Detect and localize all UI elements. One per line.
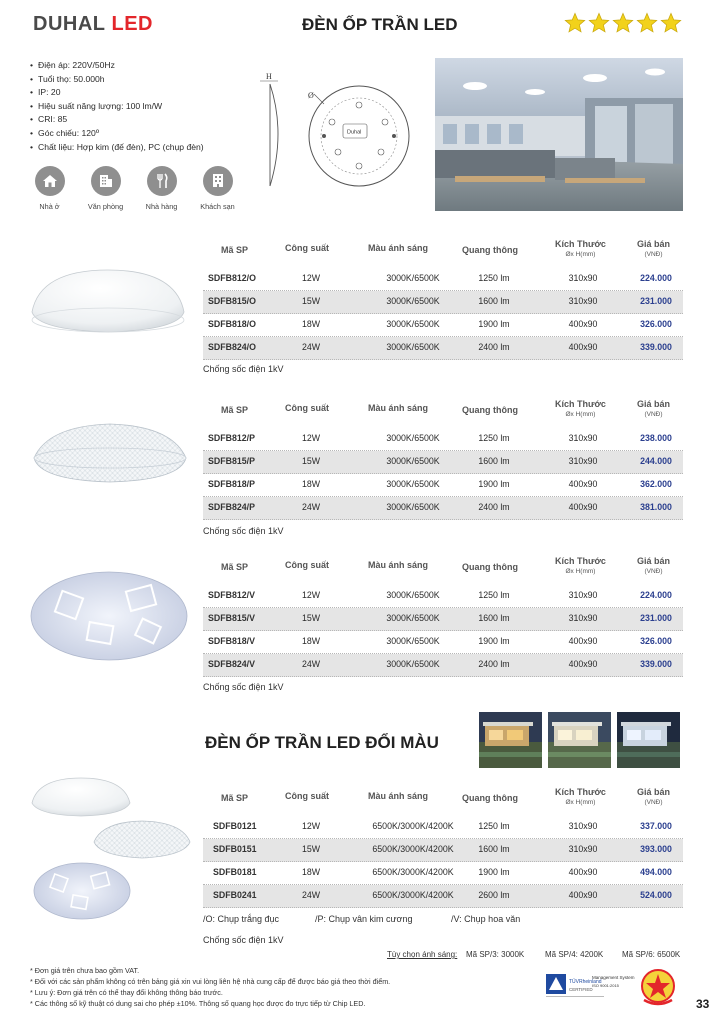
price-cell: 339.000	[640, 342, 672, 352]
price-cell: 337.000	[640, 821, 672, 831]
size-cell: 310x90	[568, 296, 598, 306]
size-unit: Øx H(mm)	[565, 799, 596, 806]
price-label: Giá bán	[637, 556, 671, 566]
flux-cell: 2400 lm	[478, 502, 510, 512]
color-temp-cell: 3000K/6500K	[386, 590, 440, 600]
col-price-header	[637, 556, 670, 575]
table-header	[203, 786, 683, 816]
rating-stars	[564, 12, 682, 34]
size-cell: 310x90	[568, 456, 598, 466]
office-building-icon	[91, 166, 121, 196]
power-cell: 15W	[301, 296, 321, 306]
power-cell: 18W	[301, 319, 321, 329]
size-cell: 400x90	[568, 342, 598, 352]
col-code-header: Mã SP	[221, 405, 249, 415]
flux-cell: 1600 lm	[478, 296, 510, 306]
spec-item: • Góc chiếu: 120º	[30, 127, 235, 141]
brand-name: DUHAL	[33, 13, 106, 35]
brand-logo	[33, 13, 153, 36]
product-code: SDFB815/P	[208, 456, 255, 466]
col-power-header: Công suất	[285, 791, 329, 801]
size-cell: 400x90	[568, 867, 598, 877]
table-row	[203, 428, 683, 451]
flux-cell: 2400 lm	[478, 659, 510, 669]
size-cell: 310x90	[568, 273, 598, 283]
table-header	[203, 398, 683, 428]
product-code: SDFB824/V	[208, 659, 255, 669]
col-flux-header: Quang thông	[462, 405, 518, 415]
size-label: Kích Thước	[555, 399, 606, 409]
price-table-pattern	[203, 555, 683, 677]
diameter-label: Ø	[308, 91, 314, 100]
power-cell: 24W	[301, 502, 321, 512]
ceiling-lamp-opal-small-image	[30, 775, 132, 821]
house-warm-light-photo	[479, 712, 542, 768]
product-code: SDFB0121	[213, 821, 257, 831]
size-unit: Øx H(mm)	[565, 568, 596, 575]
legend-opal: /O: Chụp trắng đục	[203, 914, 280, 924]
product-code: SDFB0181	[213, 867, 257, 877]
light-option-label: Tùy chọn ánh sáng:	[387, 950, 458, 959]
power-cell: 24W	[301, 342, 321, 352]
table-header	[203, 555, 683, 585]
power-cell: 15W	[301, 844, 321, 854]
price-label: Giá bán	[637, 787, 671, 797]
power-cell: 12W	[301, 821, 321, 831]
size-label: Kích Thước	[555, 239, 606, 249]
product-code: SDFB818/V	[208, 636, 255, 646]
page-number: 33	[696, 997, 710, 1011]
product-code: SDFB0241	[213, 890, 257, 900]
col-color-header: Màu ánh sáng	[368, 403, 429, 413]
size-label: Kích Thước	[555, 556, 606, 566]
col-price-header	[637, 787, 670, 806]
legend-pattern: /V: Chụp hoa văn	[451, 914, 521, 924]
driver-logo: Duhal	[347, 129, 362, 136]
col-flux-header: Quang thông	[462, 562, 518, 572]
price-cell: 326.000	[640, 636, 672, 646]
house-icon	[35, 166, 65, 196]
col-power-header: Công suất	[285, 560, 329, 570]
spec-list	[30, 59, 235, 154]
use-office	[86, 166, 125, 211]
office-photo	[435, 58, 683, 211]
hotel-icon	[203, 166, 233, 196]
col-color-header: Màu ánh sáng	[368, 560, 429, 570]
table-row	[203, 497, 683, 520]
flux-cell: 2400 lm	[478, 342, 510, 352]
price-cell: 339.000	[640, 659, 672, 669]
size-cell: 400x90	[568, 659, 598, 669]
table-header	[203, 238, 683, 268]
use-hotel	[198, 166, 237, 211]
price-cell: 393.000	[640, 844, 672, 854]
col-size-header	[555, 787, 606, 806]
size-cell: 310x90	[568, 590, 598, 600]
light-option-3000k: Mã SP/3: 3000K	[466, 950, 525, 959]
tuv-text: TÜVRheinland	[569, 979, 602, 985]
spec-item: • Hiệu suất năng lượng: 100 lm/W	[30, 100, 235, 114]
table-row	[203, 839, 683, 862]
flux-cell: 1250 lm	[478, 273, 510, 283]
col-code-header: Mã SP	[221, 245, 249, 255]
flux-cell: 1250 lm	[478, 433, 510, 443]
size-cell: 400x90	[568, 502, 598, 512]
spec-item: • CRI: 85	[30, 113, 235, 127]
price-unit: (VNĐ)	[644, 411, 663, 418]
table-row	[203, 291, 683, 314]
table-row	[203, 816, 683, 839]
footnote: * Đơn giá trên chưa bao gồm VAT.	[30, 966, 140, 975]
power-cell: 12W	[301, 433, 321, 443]
spec-item: • Điện áp: 220V/50Hz	[30, 59, 235, 73]
size-cell: 400x90	[568, 479, 598, 489]
spec-item: • Tuổi thọ: 50.000h	[30, 73, 235, 87]
spec-item: • IP: 20	[30, 86, 235, 100]
power-cell: 12W	[301, 590, 321, 600]
product-code: SDFB812/P	[208, 433, 255, 443]
footnote: * Đối với các sản phẩm không có trên bảng giá xin vui lòng liên hệ nhà cung cấp để được báo giá theo thời điểm.	[30, 977, 391, 986]
price-label: Giá bán	[637, 239, 671, 249]
use-label: Nhà ở	[39, 202, 60, 211]
col-size-header	[555, 556, 606, 575]
use-home	[30, 166, 69, 211]
product-code: SDFB824/P	[208, 502, 255, 512]
power-cell: 24W	[301, 890, 321, 900]
size-unit: Øx H(mm)	[565, 251, 596, 258]
col-price-header	[637, 239, 670, 258]
star-icon	[660, 12, 682, 34]
spec-item: • Chất liệu: Hợp kim (đế đèn), PC (chụp đèn)	[30, 141, 235, 155]
light-option-4200k: Mã SP/4: 4200K	[545, 950, 604, 959]
power-cell: 18W	[301, 867, 321, 877]
col-color-header: Màu ánh sáng	[368, 791, 429, 801]
table-row	[203, 474, 683, 497]
vietnam-quality-award-logo	[636, 968, 680, 1008]
house-neutral-light-photo	[548, 712, 611, 768]
power-cell: 18W	[301, 479, 321, 489]
star-icon	[612, 12, 634, 34]
size-cell: 400x90	[568, 319, 598, 329]
color-temp-cell: 6500K/3000K/4200K	[372, 844, 454, 854]
col-power-header: Công suất	[285, 403, 329, 413]
size-unit: Øx H(mm)	[565, 411, 596, 418]
power-cell: 15W	[301, 613, 321, 623]
product-code: SDFB824/O	[208, 342, 256, 352]
col-flux-header: Quang thông	[462, 245, 518, 255]
table-row	[203, 337, 683, 360]
height-label: H	[266, 72, 272, 81]
usage-icons	[30, 166, 237, 211]
price-cell: 494.000	[640, 867, 672, 877]
page-title: ĐÈN ỐP TRẦN LED	[302, 15, 458, 34]
col-size-header	[555, 239, 606, 258]
shock-note: Chống sốc điện 1kV	[203, 364, 284, 374]
footnote: * Lưu ý: Đơn giá trên có thể thay đổi không thông báo trước.	[30, 988, 223, 997]
product-code: SDFB812/V	[208, 590, 255, 600]
star-icon	[588, 12, 610, 34]
flux-cell: 2600 lm	[478, 890, 510, 900]
price-cell: 244.000	[640, 456, 672, 466]
shock-note: Chống sốc điện 1kV	[203, 682, 284, 692]
color-temp-cell: 3000K/6500K	[386, 342, 440, 352]
star-icon	[564, 12, 586, 34]
ceiling-lamp-diamond-small-image	[92, 818, 192, 864]
color-temp-cell: 3000K/6500K	[386, 273, 440, 283]
size-cell: 400x90	[568, 636, 598, 646]
footnotes	[30, 965, 390, 1009]
price-table-opal	[203, 238, 683, 360]
flux-cell: 1900 lm	[478, 479, 510, 489]
price-cell: 224.000	[640, 273, 672, 283]
color-demo-photos	[479, 712, 680, 768]
section-title-color-changing: ĐÈN ỐP TRẦN LED ĐỔI MÀU	[205, 733, 439, 752]
table-row	[203, 631, 683, 654]
price-cell: 231.000	[640, 296, 672, 306]
color-temp-cell: 3000K/6500K	[386, 296, 440, 306]
flux-cell: 1900 lm	[478, 319, 510, 329]
cutlery-icon	[147, 166, 177, 196]
col-size-header	[555, 399, 606, 418]
flux-cell: 1250 lm	[478, 821, 510, 831]
size-cell: 310x90	[568, 433, 598, 443]
tuv-sub: CERTIFIED	[569, 987, 593, 992]
product-code: SDFB818/O	[208, 319, 256, 329]
table-row	[203, 268, 683, 291]
price-table-color-changing	[203, 786, 683, 908]
size-cell: 400x90	[568, 890, 598, 900]
flux-cell: 1900 lm	[478, 636, 510, 646]
flux-cell: 1600 lm	[478, 456, 510, 466]
color-temp-cell: 3000K/6500K	[386, 613, 440, 623]
ceiling-lamp-pattern-image	[28, 566, 190, 666]
use-label: Nhà hàng	[145, 202, 178, 211]
price-unit: (VNĐ)	[644, 799, 663, 806]
price-cell: 231.000	[640, 613, 672, 623]
price-cell: 524.000	[640, 890, 672, 900]
table-row	[203, 862, 683, 885]
price-cell: 238.000	[640, 433, 672, 443]
color-temp-cell: 3000K/6500K	[386, 479, 440, 489]
price-cell: 381.000	[640, 502, 672, 512]
color-temp-cell: 6500K/3000K/4200K	[372, 821, 454, 831]
price-unit: (VNĐ)	[644, 251, 663, 258]
product-code: SDFB818/P	[208, 479, 255, 489]
brand-led: LED	[111, 13, 153, 35]
color-temp-cell: 6500K/3000K/4200K	[372, 867, 454, 877]
col-power-header: Công suất	[285, 243, 329, 253]
col-code-header: Mã SP	[221, 562, 249, 572]
price-label: Giá bán	[637, 399, 671, 409]
price-table-diamond	[203, 398, 683, 520]
table-row	[203, 608, 683, 631]
ceiling-lamp-opal-image	[28, 264, 188, 346]
col-flux-header: Quang thông	[462, 793, 518, 803]
power-cell: 24W	[301, 659, 321, 669]
color-temp-cell: 3000K/6500K	[386, 636, 440, 646]
price-cell: 326.000	[640, 319, 672, 329]
use-restaurant	[142, 166, 181, 211]
ceiling-lamp-diamond-image	[30, 418, 190, 500]
power-cell: 15W	[301, 456, 321, 466]
use-label: Văn phòng	[87, 202, 124, 211]
color-temp-cell: 3000K/6500K	[386, 659, 440, 669]
house-cool-light-photo	[617, 712, 680, 768]
product-code: SDFB812/O	[208, 273, 256, 283]
shock-note: Chống sốc điện 1kV	[203, 935, 284, 945]
table-row	[203, 451, 683, 474]
table-row	[203, 885, 683, 908]
legend-diamond: /P: Chụp vân kim cương	[315, 914, 413, 924]
color-temp-cell: 3000K/6500K	[386, 456, 440, 466]
col-code-header: Mã SP	[221, 793, 249, 803]
power-cell: 18W	[301, 636, 321, 646]
light-option-6500k: Mã SP/6: 6500K	[622, 950, 681, 959]
size-cell: 310x90	[568, 821, 598, 831]
footnote: * Các thông số kỹ thuật có dung sai cho phép ±10%. Thông số quang học được đo trực tiếp từ Chip LED.	[30, 999, 366, 1008]
color-temp-cell: 6500K/3000K/4200K	[372, 890, 454, 900]
ms-code: ISO 9001:2015	[592, 983, 619, 988]
flux-cell: 1600 lm	[478, 844, 510, 854]
table-row	[203, 654, 683, 677]
management-system-logo	[590, 972, 635, 1002]
table-row	[203, 585, 683, 608]
color-temp-cell: 3000K/6500K	[386, 502, 440, 512]
size-cell: 310x90	[568, 613, 598, 623]
flux-cell: 1900 lm	[478, 867, 510, 877]
power-cell: 12W	[301, 273, 321, 283]
technical-drawing	[252, 70, 422, 196]
ms-title: Management System	[592, 975, 635, 980]
price-unit: (VNĐ)	[644, 568, 663, 575]
price-cell: 224.000	[640, 590, 672, 600]
col-price-header	[637, 399, 670, 418]
product-code: SDFB0151	[213, 844, 257, 854]
product-code: SDFB815/O	[208, 296, 256, 306]
product-code: SDFB815/V	[208, 613, 255, 623]
ceiling-lamp-pattern-small-image	[32, 860, 132, 922]
use-label: Khách sạn	[200, 202, 235, 211]
col-color-header: Màu ánh sáng	[368, 243, 429, 253]
price-cell: 362.000	[640, 479, 672, 489]
size-label: Kích Thước	[555, 787, 606, 797]
flux-cell: 1250 lm	[478, 590, 510, 600]
flux-cell: 1600 lm	[478, 613, 510, 623]
shock-note: Chống sốc điện 1kV	[203, 526, 284, 536]
color-temp-cell: 3000K/6500K	[386, 319, 440, 329]
star-icon	[636, 12, 658, 34]
size-cell: 310x90	[568, 844, 598, 854]
table-row	[203, 314, 683, 337]
color-temp-cell: 3000K/6500K	[386, 433, 440, 443]
